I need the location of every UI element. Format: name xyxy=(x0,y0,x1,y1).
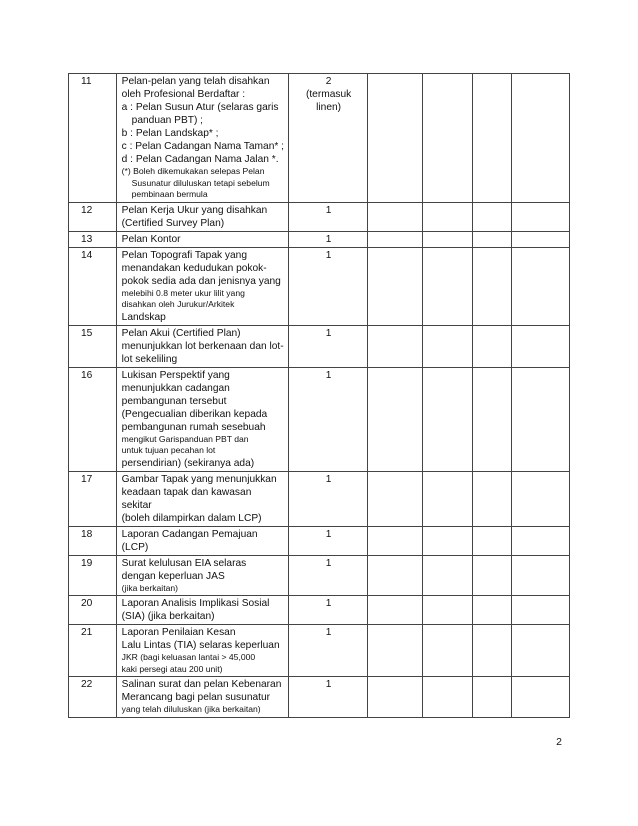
item-description xyxy=(116,471,288,526)
description-line: keadaan tapak dan kawasan xyxy=(121,486,252,498)
empty-check-cell xyxy=(472,596,512,625)
empty-check-cell xyxy=(512,677,570,718)
item-number: 18 xyxy=(69,526,117,555)
item-number: 12 xyxy=(69,202,117,231)
item-number: 22 xyxy=(69,677,117,718)
empty-check-cell xyxy=(422,555,472,596)
empty-check-cell xyxy=(422,74,472,203)
description-line: mengikut Garispanduan PBT dan xyxy=(121,433,249,444)
item-description xyxy=(116,677,288,718)
empty-check-cell xyxy=(472,202,512,231)
description-line: d : Pelan Cadangan Nama Jalan *. xyxy=(121,154,279,165)
description-line: Gambar Tapak yang menunjukkan xyxy=(121,473,277,485)
item-description xyxy=(116,247,288,325)
description-line: pembinaan bermula xyxy=(131,189,208,199)
empty-check-cell xyxy=(422,231,472,247)
description-line: Lukisan Perspektif yang xyxy=(121,369,230,381)
item-description xyxy=(116,231,288,247)
empty-check-cell xyxy=(512,367,570,471)
empty-check-cell xyxy=(422,202,472,231)
description-line: (Certified Survey Plan) xyxy=(121,217,225,229)
empty-check-cell xyxy=(472,555,512,596)
quantity-line: 1 xyxy=(325,557,332,569)
table-row xyxy=(69,625,570,677)
description-line: Pelan Akui (Certified Plan) xyxy=(121,327,241,339)
table-row xyxy=(69,555,570,596)
table-row xyxy=(69,471,570,526)
description-line: JKR (bagi keluasan lantai > 45,000 xyxy=(121,652,256,662)
item-quantity xyxy=(289,625,368,677)
description-line: b : Pelan Landskap* ; xyxy=(121,128,219,139)
empty-check-cell xyxy=(368,202,423,231)
item-number: 19 xyxy=(69,555,117,596)
item-quantity xyxy=(289,471,368,526)
item-quantity xyxy=(289,526,368,555)
empty-check-cell xyxy=(512,625,570,677)
item-description xyxy=(116,202,288,231)
page-number: 2 xyxy=(556,736,562,748)
description-line: Pelan Kontor xyxy=(121,233,181,245)
quantity-line: 1 xyxy=(325,627,332,638)
description-line: Landskap xyxy=(121,311,166,323)
item-number: 20 xyxy=(69,596,117,625)
description-line: pembangunan tersebut xyxy=(121,395,227,407)
description-line: pokok sedia ada dan jenisnya yang xyxy=(121,275,281,287)
description-line: Lalu Lintas (TIA) selaras keperluan xyxy=(121,640,280,651)
quantity-line: 1 xyxy=(325,327,332,339)
description-line: dengan keperluan JAS xyxy=(121,570,225,582)
empty-check-cell xyxy=(368,231,423,247)
empty-check-cell xyxy=(512,74,570,203)
item-number: 15 xyxy=(69,325,117,367)
description-line: Laporan Analisis Implikasi Sosial xyxy=(121,598,270,609)
item-description xyxy=(116,625,288,677)
item-number: 14 xyxy=(69,247,117,325)
description-line: disahkan oleh Jurukur/Arkitek xyxy=(121,299,235,309)
quantity-line: 1 xyxy=(325,233,332,245)
empty-check-cell xyxy=(422,247,472,325)
description-line: menandakan kedudukan pokok- xyxy=(121,262,267,274)
description-line: (LCP) xyxy=(121,541,149,553)
description-line: (SIA) (jika berkaitan) xyxy=(121,611,215,622)
description-line: pembangunan rumah sesebuah xyxy=(121,421,266,433)
empty-check-cell xyxy=(368,596,423,625)
description-line: Laporan Cadangan Pemajuan xyxy=(121,528,258,540)
empty-check-cell xyxy=(472,231,512,247)
item-description xyxy=(116,596,288,625)
empty-check-cell xyxy=(512,325,570,367)
empty-check-cell xyxy=(512,596,570,625)
empty-check-cell xyxy=(368,526,423,555)
empty-check-cell xyxy=(422,677,472,718)
quantity-line: 1 xyxy=(325,679,332,690)
item-description xyxy=(116,325,288,367)
empty-check-cell xyxy=(422,471,472,526)
item-quantity xyxy=(289,202,368,231)
description-line: Merancang bagi pelan susunatur xyxy=(121,692,271,703)
description-line: Susunatur diluluskan tetapi sebelum xyxy=(131,177,270,188)
table-row xyxy=(69,74,570,203)
empty-check-cell xyxy=(422,367,472,471)
description-line: (Pengecualian diberikan kepada xyxy=(121,408,268,420)
empty-check-cell xyxy=(512,471,570,526)
empty-check-cell xyxy=(472,74,512,203)
description-line: c : Pelan Cadangan Nama Taman* ; xyxy=(121,141,284,152)
table-row xyxy=(69,325,570,367)
empty-check-cell xyxy=(368,625,423,677)
quantity-line: 1 xyxy=(325,528,332,540)
empty-check-cell xyxy=(368,325,423,367)
empty-check-cell xyxy=(368,471,423,526)
item-quantity xyxy=(289,367,368,471)
description-line: melebihi 0.8 meter ukur lilit yang xyxy=(121,287,245,298)
empty-check-cell xyxy=(472,247,512,325)
description-line: menunjukkan cadangan xyxy=(121,382,230,394)
empty-check-cell xyxy=(472,677,512,718)
quantity-line: linen) xyxy=(316,102,342,113)
table-row xyxy=(69,247,570,325)
quantity-line: 1 xyxy=(325,473,332,485)
description-line: untuk tujuan pecahan lot xyxy=(121,445,216,455)
empty-check-cell xyxy=(472,471,512,526)
empty-check-cell xyxy=(422,625,472,677)
item-quantity xyxy=(289,596,368,625)
description-line: persendirian) (sekiranya ada) xyxy=(121,457,255,469)
empty-check-cell xyxy=(422,596,472,625)
description-line: sekitar xyxy=(121,499,152,511)
item-description xyxy=(116,74,288,203)
description-line: panduan PBT) ; xyxy=(131,115,204,126)
quantity-line: 1 xyxy=(325,204,332,216)
quantity-line: (termasuk xyxy=(305,89,352,100)
description-line: kaki persegi atau 200 unit) xyxy=(121,663,223,674)
item-quantity xyxy=(289,555,368,596)
quantity-line: 1 xyxy=(325,598,332,609)
quantity-line: 1 xyxy=(325,369,332,381)
empty-check-cell xyxy=(512,247,570,325)
description-line: Salinan surat dan pelan Kebenaran xyxy=(121,679,282,690)
empty-check-cell xyxy=(512,526,570,555)
description-line: (jika berkaitan) xyxy=(121,582,179,593)
item-description xyxy=(116,526,288,555)
empty-check-cell xyxy=(512,555,570,596)
description-line: a : Pelan Susun Atur (selaras garis xyxy=(121,102,279,113)
empty-check-cell xyxy=(472,526,512,555)
empty-check-cell xyxy=(368,677,423,718)
quantity-line: 2 xyxy=(325,76,332,87)
item-number: 13 xyxy=(69,231,117,247)
description-line: (*) Boleh dikemukakan selepas Pelan xyxy=(121,166,265,176)
empty-check-cell xyxy=(512,202,570,231)
item-quantity xyxy=(289,74,368,203)
description-line: Surat kelulusan EIA selaras xyxy=(121,557,247,569)
item-description xyxy=(116,367,288,471)
table-row xyxy=(69,367,570,471)
empty-check-cell xyxy=(472,367,512,471)
item-number: 16 xyxy=(69,367,117,471)
empty-check-cell xyxy=(512,231,570,247)
description-line: Pelan-pelan yang telah disahkan xyxy=(121,76,270,87)
item-description xyxy=(116,555,288,596)
table-row xyxy=(69,231,570,247)
empty-check-cell xyxy=(368,74,423,203)
item-number: 11 xyxy=(69,74,117,203)
checklist-table xyxy=(68,73,570,718)
description-line: Pelan Topografi Tapak yang xyxy=(121,249,248,261)
empty-check-cell xyxy=(472,625,512,677)
description-line: oleh Profesional Berdaftar : xyxy=(121,89,246,100)
table-row xyxy=(69,596,570,625)
item-quantity xyxy=(289,677,368,718)
item-quantity xyxy=(289,247,368,325)
empty-check-cell xyxy=(368,247,423,325)
description-line: menunjukkan lot berkenaan dan lot- xyxy=(121,340,284,352)
description-line: Pelan Kerja Ukur yang disahkan xyxy=(121,204,268,216)
item-quantity xyxy=(289,325,368,367)
empty-check-cell xyxy=(368,555,423,596)
quantity-line: 1 xyxy=(325,249,332,261)
description-line: Laporan Penilaian Kesan xyxy=(121,627,236,638)
table-row xyxy=(69,677,570,718)
item-number: 17 xyxy=(69,471,117,526)
empty-check-cell xyxy=(422,325,472,367)
table-row xyxy=(69,202,570,231)
empty-check-cell xyxy=(422,526,472,555)
item-quantity xyxy=(289,231,368,247)
table-row xyxy=(69,526,570,555)
description-line: (boleh dilampirkan dalam LCP) xyxy=(121,512,262,524)
empty-check-cell xyxy=(368,367,423,471)
item-number: 21 xyxy=(69,625,117,677)
description-line: lot sekeliling xyxy=(121,353,178,365)
description-line: yang telah diluluskan (jika berkaitan) xyxy=(121,704,261,714)
empty-check-cell xyxy=(472,325,512,367)
